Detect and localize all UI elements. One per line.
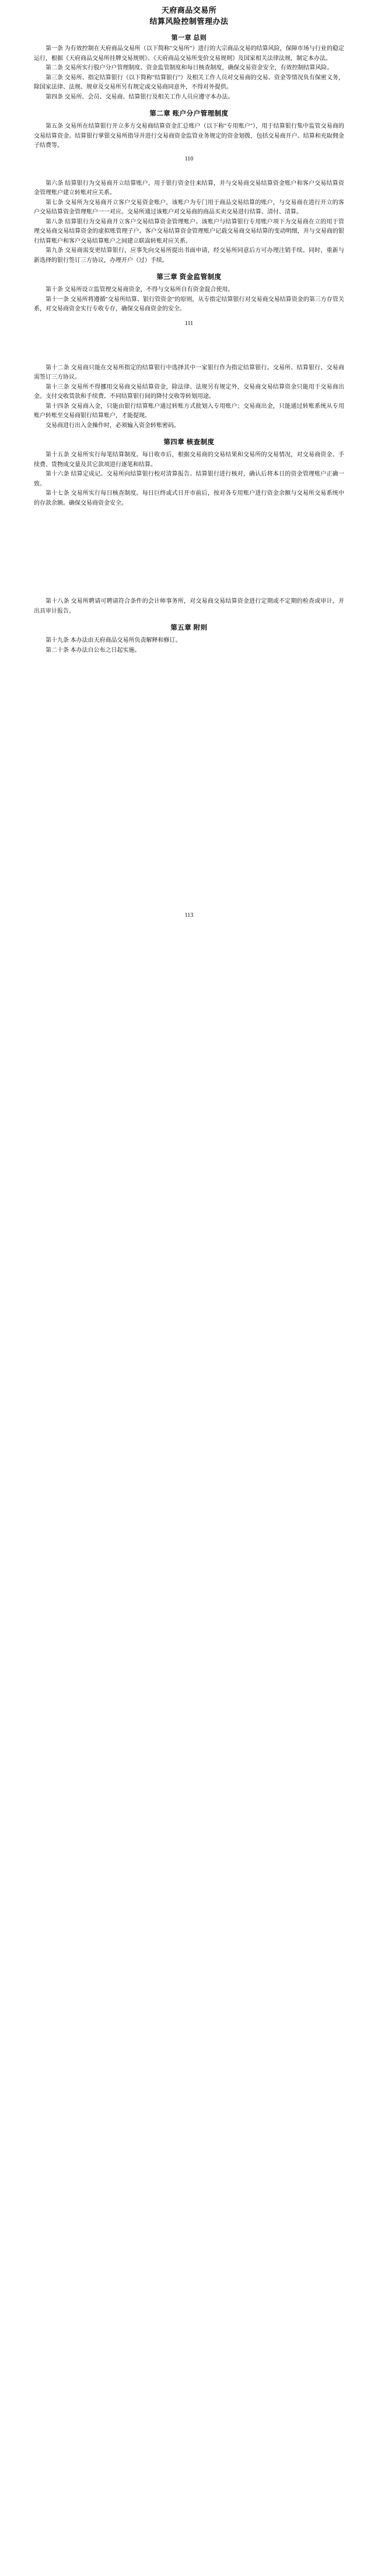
paragraph: 第二十条 本办法自公布之日起实施。 (46, 647, 141, 654)
document-title (0, 0, 378, 29)
bottom-spacer (0, 657, 378, 907)
paragraph: 第十五条 交易所实行每笔结算制度。每日收市后，根据交易商的交易结果和交易所的交易情况，对交易商资金、手续费、货物成交量及其它款项进行逐笔和结算。 (34, 452, 344, 468)
page-break-spacer (0, 164, 378, 179)
chapter-2-heading: 第二章 账户分户管理制度 (149, 110, 229, 117)
paragraph: 第十八条 交易所聘请可聘请符合条件的会计师事务所，对交易商交易结算资金进行定期或不定期的检查或审计，并出具审计报告。 (34, 598, 344, 615)
paragraph: 第十一条 交易所将遵循"交易所结算、银行管资金"的原则，从专指定结算银行对交易商交易结算资金的第三方存管关系，对交易商资金实行专收专存，确保交易商资金的安全。 (34, 296, 344, 312)
chapter-3-body-part1 (0, 285, 378, 316)
paragraph: 交易商进行出入金操作时，必须输入资金转账密码。 (46, 422, 180, 429)
paragraph: 第九条 交易商需变更结算银行，应事先向交易所提出书面申请，经交易所同意后方可办理注销手续。同时，重新与新选择的银行签订三方协议，办理开户（过）手续。 (34, 247, 344, 264)
chapter-3-heading: 第三章 资金监管制度 (156, 274, 222, 281)
chapter-4-heading: 第四章 核查制度 (163, 439, 215, 446)
chapter-2-body (0, 179, 378, 267)
document-page (0, 0, 378, 932)
paragraph: 第十九条 本办法由天府商品交易所负责解释和修订。 (46, 637, 181, 644)
paragraph: 第十二条 交易商只能在交易所指定的结算银行中选择其中一家银行作为指定结算银行。交易所、结算银行、交易商需签订三方协议。 (34, 364, 344, 381)
paragraph: 第十七条 交易所实行每日核查制度。每日巨终或式日开市前后，按对各专用账户进行资金余额与交易所交易系统中的存款余额。确保交易商资金安全。 (34, 490, 344, 507)
document-title-line2: 结算风险控制管理办法 (149, 17, 229, 26)
paragraph: 第十六条 结算定成记。交易所向结算银行校对清算报告。结算银行进行核对，确认后将本日的资金管理账户正确一致。 (34, 471, 344, 487)
paragraph: 第十条 交易所设立监管理交易商资金，不得与交易所自有资金混合使用。 (46, 287, 234, 293)
chapter-1-heading: 第一章 总则 (171, 34, 207, 41)
page-break-spacer (0, 509, 378, 597)
page-break-spacer (0, 329, 378, 364)
page-number-110: 110 (184, 155, 194, 162)
chapter-5-body (0, 636, 378, 657)
footer-spacer (0, 920, 378, 932)
document-title-line1: 天府商品交易所 (161, 6, 217, 15)
paragraph: 第五条 交易所在结算银行开立多方交易商结算资金汇总账户（以下称"专用账户"），用于结算银行集中监管交易商的交易结算资金。结算银行掌银交易所指导并进行交易商资金监管业务规定的资金划拨，包括交易商开户、结算和充取佣金子结费等。 (34, 123, 344, 149)
page-number-113: 113 (184, 912, 194, 919)
paragraph: 第十三条 交易所不得挪用交易商交易结算资金，除法律、法规另有规定外，交易商交易结算资金只能用于交易商出金。支付交收货款和手续费。不同结算银行间的降付交收等转划用途。 (34, 383, 344, 400)
paragraph: 第一条 为有效控制在天府商品交易所（以下简称"交易所"）进行的大宗商品交易的结算风险，保障市场与行业的稳定运行，根据《天府商品交易所挂牌交易规则》、《天府商品交易所变价交易规则》及国家相关法律法规，制定本办法。 (34, 46, 344, 62)
paragraph: 第六条 结算银行为交易商开立结算账户。用于银行资金往来结算，并与交易商交易结算资金账户和客户交易结算资金管理账户建立转账对应关系。 (34, 180, 344, 196)
chapter-4-body (0, 451, 378, 509)
chapter-3-body-part2 (0, 364, 378, 432)
paragraph: 第二条 交易所实行股户分户管理制度、资金监管制度和每日核查制度，确保交易资金安全，有效控制结算风险。 (46, 65, 333, 71)
chapter-5-heading: 第五章 附则 (170, 624, 208, 631)
chapter-1-body (0, 44, 378, 103)
paragraph: 第七条 交易所为交易商开立客户交易资金账户，该账户为专门用于商品交易结算的账户，与交易商在进行开立的客户交易结算资金管理账户一一对应。交易所通过该账户对交易商的商品买卖交易进行结算、清付、清算。 (34, 199, 344, 215)
paragraph: 第四条 交易所、会员、交易商、结算银行及相关工作人员应遵守本办法。 (46, 93, 234, 100)
chapter-5-preamble (0, 597, 378, 617)
paragraph: 第十四条 交易商入金，只能由银行结算账户通过转账方式批划入专用账户；交易商出金，只能通过转账系统从专用账户转账至交易商银行结算账户，才能提现。 (34, 403, 344, 419)
paragraph: 第八条 结算银行为交易商开立客户交易结算资金管理账户。该账户与结算银行专用账户项下为交易商在立的用于管理交易商交易结算资金的虚拟账管理子户。客户交易结算资金管理账户记载交易商交易结算的变动明细，并与交易商的银行结算账户和客户交易结算账户之间建立联嵩转账对应关系。 (34, 218, 344, 245)
page-number-111: 111 (184, 320, 194, 327)
paragraph: 第三条 交易所、指定结算银行（以下简称"结算银行"）及相关工作人员对交易商的交易、资金等情况负有保密义务，除国家法律、法规、规章及交易所另有规定或交易商同意外，不得对外提供。 (34, 74, 344, 90)
